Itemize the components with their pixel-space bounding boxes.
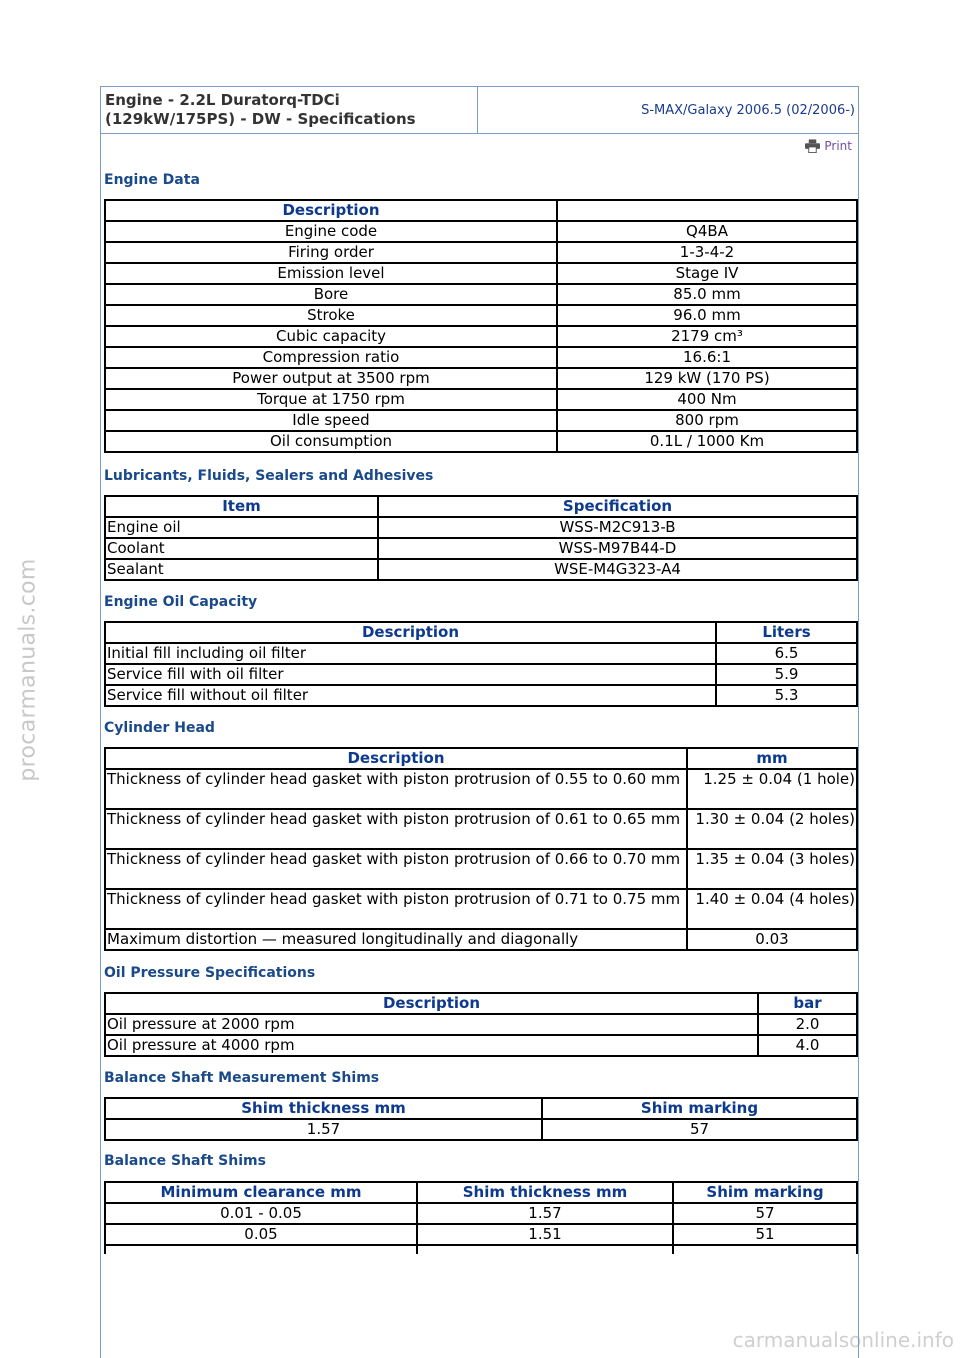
table-row xyxy=(105,389,857,410)
balance-shims-table xyxy=(104,1181,858,1254)
table-header-row xyxy=(105,622,857,643)
table-header-row xyxy=(105,1098,857,1119)
table-cell: 0.1L / 1000 Km xyxy=(557,431,857,452)
table-cell: 6.5 xyxy=(716,643,857,664)
table-row xyxy=(105,326,857,347)
table-row xyxy=(105,1035,857,1056)
oil-pressure-table xyxy=(104,992,858,1057)
table-cell: 0.01 - 0.05 xyxy=(105,1203,417,1224)
table-cell xyxy=(417,1245,673,1254)
column-header: Liters xyxy=(716,622,857,643)
table-row xyxy=(105,1203,857,1224)
table-cell: WSE-M4G323-A4 xyxy=(378,559,857,580)
table-row xyxy=(105,1119,857,1140)
table-row xyxy=(105,263,857,284)
print-button[interactable] xyxy=(805,139,852,153)
table-row xyxy=(105,664,857,685)
table-cell: Idle speed xyxy=(105,410,557,431)
table-cell: 16.6:1 xyxy=(557,347,857,368)
table-cell: 1-3-4-2 xyxy=(557,242,857,263)
table-cell: 1.57 xyxy=(105,1119,542,1140)
table-row xyxy=(105,1014,857,1035)
table-cell: Engine oil xyxy=(105,517,378,538)
table-row xyxy=(105,431,857,452)
table-row xyxy=(105,769,857,809)
table-cell: Thickness of cylinder head gasket with piston protrusion of 0.55 to 0.60 mm xyxy=(105,769,687,809)
table-cell: Torque at 1750 rpm xyxy=(105,389,557,410)
column-header: mm xyxy=(687,748,857,769)
column-header: Shim marking xyxy=(542,1098,857,1119)
table-cell: Emission level xyxy=(105,263,557,284)
cylinder-head-title: Cylinder Head xyxy=(104,720,215,736)
table-cell xyxy=(105,1245,417,1254)
table-header-row xyxy=(105,200,857,221)
table-cell: Sealant xyxy=(105,559,378,580)
table-row xyxy=(105,685,857,706)
table-row xyxy=(105,305,857,326)
table-row-cut xyxy=(105,1245,857,1254)
table-cell xyxy=(673,1245,857,1254)
print-label: Print xyxy=(824,139,852,153)
table-row xyxy=(105,1224,857,1245)
column-header: Description xyxy=(105,993,758,1014)
balance-shims-title: Balance Shaft Shims xyxy=(104,1153,266,1169)
table-cell: Thickness of cylinder head gasket with piston protrusion of 0.61 to 0.65 mm xyxy=(105,809,687,849)
lubricants-table xyxy=(104,495,858,581)
table-cell: 85.0 mm xyxy=(557,284,857,305)
table-cell: 57 xyxy=(673,1203,857,1224)
table-cell: 0.05 xyxy=(105,1224,417,1245)
oil-capacity-table xyxy=(104,621,858,707)
table-cell: Coolant xyxy=(105,538,378,559)
table-cell: Stroke xyxy=(105,305,557,326)
table-row xyxy=(105,284,857,305)
table-cell: WSS-M97B44-D xyxy=(378,538,857,559)
lubricants-title: Lubricants, Fluids, Sealers and Adhesives xyxy=(104,468,434,484)
table-cell: Oil consumption xyxy=(105,431,557,452)
table-cell: 4.0 xyxy=(758,1035,857,1056)
table-row xyxy=(105,517,857,538)
table-row xyxy=(105,559,857,580)
table-cell: 1.35 ± 0.04 (3 holes) xyxy=(687,849,857,889)
column-header: Minimum clearance mm xyxy=(105,1182,417,1203)
table-cell: 96.0 mm xyxy=(557,305,857,326)
column-header: Description xyxy=(105,622,716,643)
table-cell: Service fill without oil filter xyxy=(105,685,716,706)
table-row xyxy=(105,368,857,389)
cylinder-head-table xyxy=(104,747,858,951)
oil-capacity-title: Engine Oil Capacity xyxy=(104,594,258,610)
table-row xyxy=(105,809,857,849)
column-header: bar xyxy=(758,993,857,1014)
table-cell: Oil pressure at 2000 rpm xyxy=(105,1014,758,1035)
column-header: Item xyxy=(105,496,378,517)
engine-data-table xyxy=(104,199,858,453)
table-cell: 2179 cm³ xyxy=(557,326,857,347)
table-cell: 2.0 xyxy=(758,1014,857,1035)
table-cell: Cubic capacity xyxy=(105,326,557,347)
column-header: Specification xyxy=(378,496,857,517)
table-cell: Engine code xyxy=(105,221,557,242)
column-header: Shim thickness mm xyxy=(417,1182,673,1203)
table-cell: 57 xyxy=(542,1119,857,1140)
model-label: S-MAX/Galaxy 2006.5 (02/2006-) xyxy=(641,102,855,118)
table-cell: Stage IV xyxy=(557,263,857,284)
table-cell: Oil pressure at 4000 rpm xyxy=(105,1035,758,1056)
table-row xyxy=(105,221,857,242)
table-header-row xyxy=(105,1182,857,1203)
table-cell: 400 Nm xyxy=(557,389,857,410)
bottom-watermark: carmanualsonline.info xyxy=(732,1328,954,1352)
table-cell: 1.30 ± 0.04 (2 holes) xyxy=(687,809,857,849)
side-watermark: procarmanuals.com xyxy=(15,558,41,782)
table-cell: 1.40 ± 0.04 (4 holes) xyxy=(687,889,857,929)
balance-measurement-title: Balance Shaft Measurement Shims xyxy=(104,1070,380,1086)
page-title: Engine - 2.2L Duratorq-TDCi (129kW/175PS) - DW - Specifications xyxy=(101,87,478,133)
column-header: Shim thickness mm xyxy=(105,1098,542,1119)
column-header: Description xyxy=(105,200,557,221)
table-row xyxy=(105,347,857,368)
table-cell: 5.3 xyxy=(716,685,857,706)
printer-icon xyxy=(805,139,820,153)
table-cell: WSS-M2C913-B xyxy=(378,517,857,538)
column-header xyxy=(557,200,857,221)
table-row xyxy=(105,929,857,950)
table-row xyxy=(105,538,857,559)
table-cell: Q4BA xyxy=(557,221,857,242)
table-cell: 1.51 xyxy=(417,1224,673,1245)
balance-measurement-table xyxy=(104,1097,858,1141)
table-row xyxy=(105,889,857,929)
table-header-row xyxy=(105,748,857,769)
table-cell: Thickness of cylinder head gasket with piston protrusion of 0.66 to 0.70 mm xyxy=(105,849,687,889)
table-cell: Compression ratio xyxy=(105,347,557,368)
table-header-row xyxy=(105,496,857,517)
table-cell: Bore xyxy=(105,284,557,305)
table-cell: 0.03 xyxy=(687,929,857,950)
column-header: Shim marking xyxy=(673,1182,857,1203)
table-cell: 1.57 xyxy=(417,1203,673,1224)
page-header xyxy=(101,87,858,134)
engine-data-title: Engine Data xyxy=(104,172,200,188)
table-cell: Maximum distortion — measured longitudinally and diagonally xyxy=(105,929,687,950)
table-cell: 129 kW (170 PS) xyxy=(557,368,857,389)
table-cell: 51 xyxy=(673,1224,857,1245)
table-cell: Service fill with oil filter xyxy=(105,664,716,685)
table-row xyxy=(105,242,857,263)
table-header-row xyxy=(105,993,857,1014)
table-cell: Power output at 3500 rpm xyxy=(105,368,557,389)
column-header: Description xyxy=(105,748,687,769)
table-row xyxy=(105,643,857,664)
table-cell: 800 rpm xyxy=(557,410,857,431)
table-cell: Thickness of cylinder head gasket with piston protrusion of 0.71 to 0.75 mm xyxy=(105,889,687,929)
table-cell: Firing order xyxy=(105,242,557,263)
oil-pressure-title: Oil Pressure Specifications xyxy=(104,965,316,981)
table-row xyxy=(105,849,857,889)
table-row xyxy=(105,410,857,431)
table-cell: 5.9 xyxy=(716,664,857,685)
table-cell: 1.25 ± 0.04 (1 hole) xyxy=(687,769,857,809)
table-cell: Initial fill including oil filter xyxy=(105,643,716,664)
